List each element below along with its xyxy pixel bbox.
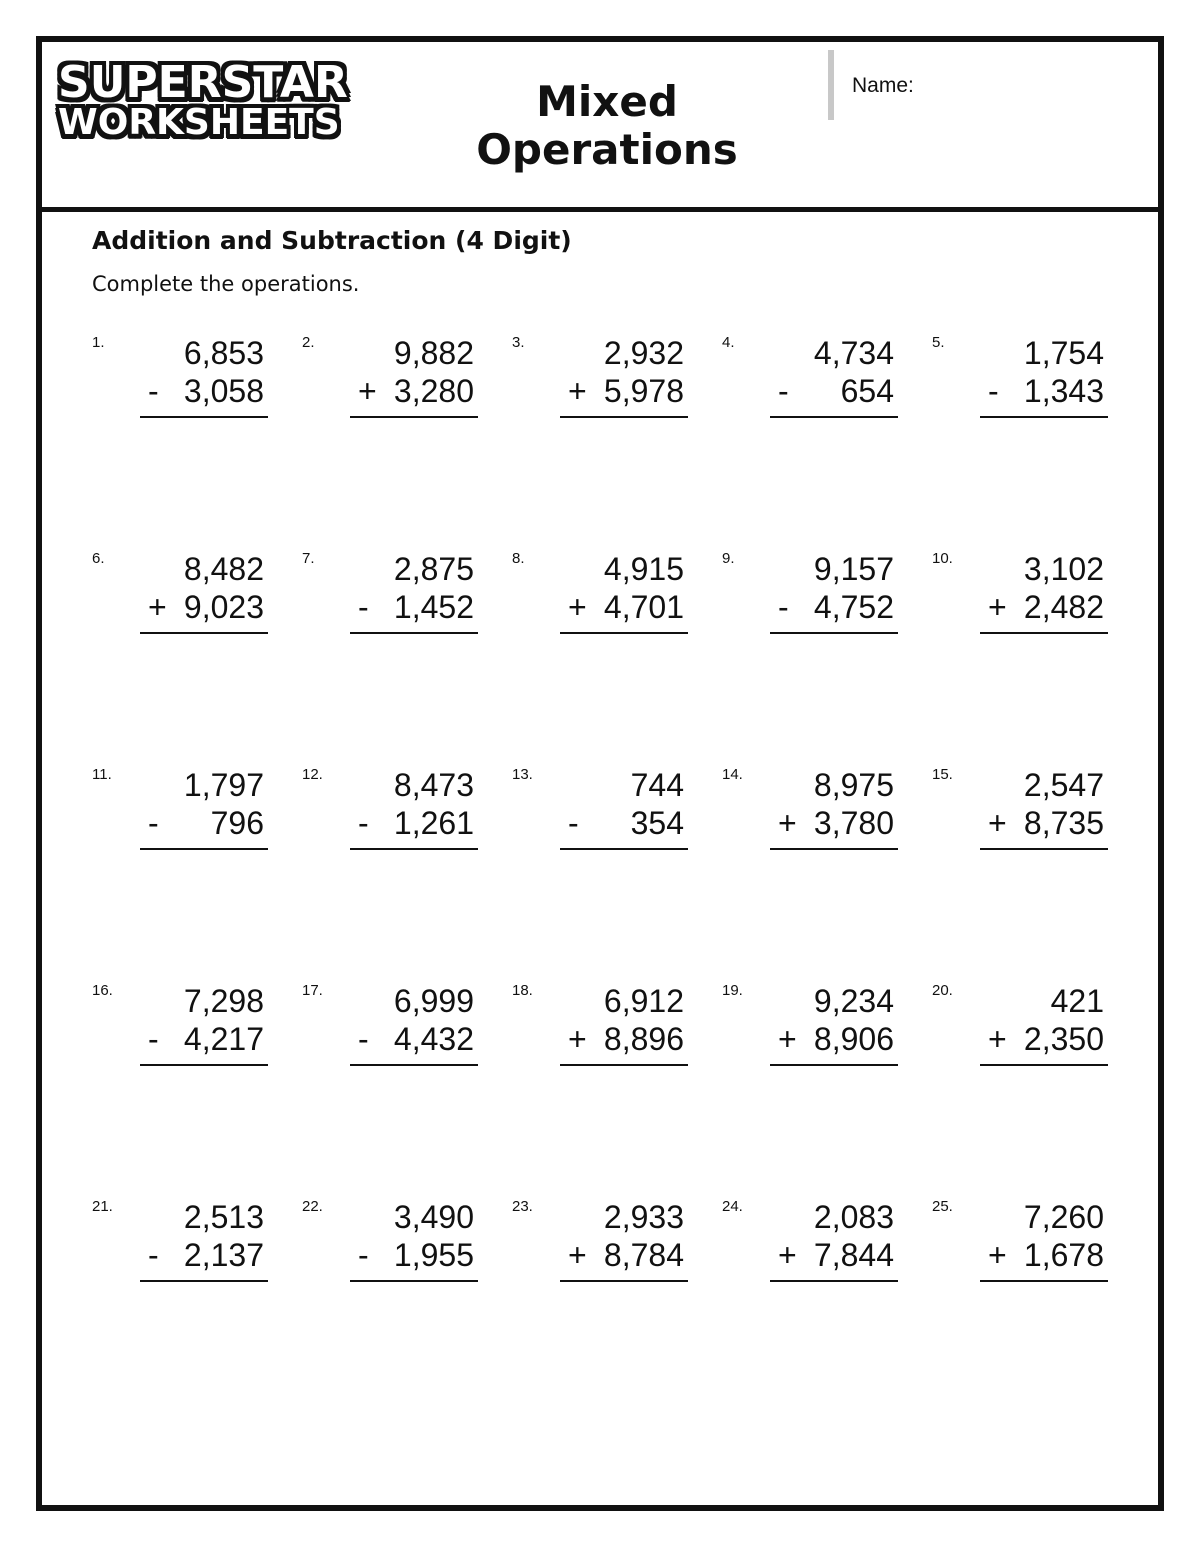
problem-item (92, 550, 264, 640)
problem-operator: + (778, 1237, 797, 1273)
problem-bottom-operand: 2,350 (1023, 1021, 1104, 1057)
problem-item (512, 766, 684, 856)
problem-top-operand: 6,912 (603, 983, 684, 1019)
problem-number: 7. (302, 550, 315, 567)
problem-item (932, 982, 1104, 1072)
section-title: Addition and Subtraction (4 Digit) (92, 226, 572, 255)
problem-item (302, 1198, 474, 1288)
problem-bottom-operand: 3,780 (813, 805, 894, 841)
problem-item (932, 1198, 1104, 1288)
name-divider (828, 50, 834, 120)
answer-line[interactable] (350, 1280, 478, 1282)
problem-item (302, 982, 474, 1072)
problem-item (302, 550, 474, 640)
problem-item (512, 1198, 684, 1288)
problem-number: 9. (722, 550, 735, 567)
problem-operator: - (778, 373, 789, 409)
problem-top-operand: 9,882 (393, 335, 474, 371)
problem-top-operand: 2,547 (1023, 767, 1104, 803)
answer-line[interactable] (980, 848, 1108, 850)
problem-item (92, 1198, 264, 1288)
answer-line[interactable] (980, 416, 1108, 418)
problem-bottom-operand: 2,137 (183, 1237, 264, 1273)
problem-item (722, 766, 894, 856)
problem-number: 10. (932, 550, 953, 567)
problem-number: 24. (722, 1198, 743, 1215)
problem-item (512, 982, 684, 1072)
problem-item (932, 334, 1104, 424)
problem-operator: - (148, 805, 159, 841)
answer-line[interactable] (980, 1280, 1108, 1282)
answer-line[interactable] (770, 1280, 898, 1282)
problem-bottom-operand: 4,217 (183, 1021, 264, 1057)
problem-number: 19. (722, 982, 743, 999)
problem-top-operand: 9,234 (813, 983, 894, 1019)
problem-number: 4. (722, 334, 735, 351)
problem-number: 13. (512, 766, 533, 783)
problem-top-operand: 4,734 (813, 335, 894, 371)
problem-bottom-operand: 1,452 (393, 589, 474, 625)
problem-bottom-operand: 354 (630, 805, 684, 841)
problem-item (92, 982, 264, 1072)
problem-operator: + (778, 805, 797, 841)
answer-line[interactable] (770, 416, 898, 418)
problem-number: 15. (932, 766, 953, 783)
problem-top-operand: 7,298 (183, 983, 264, 1019)
problem-top-operand: 6,853 (183, 335, 264, 371)
problem-bottom-operand: 5,978 (603, 373, 684, 409)
problem-operator: - (148, 373, 159, 409)
answer-line[interactable] (770, 848, 898, 850)
problem-bottom-operand: 3,058 (183, 373, 264, 409)
logo (58, 57, 348, 143)
problem-operator: - (148, 1237, 159, 1273)
answer-line[interactable] (140, 632, 268, 634)
problem-item (512, 550, 684, 640)
problem-number: 1. (92, 334, 105, 351)
problem-top-operand: 1,797 (183, 767, 264, 803)
problem-item (302, 766, 474, 856)
problem-top-operand: 2,513 (183, 1199, 264, 1235)
problem-item (722, 550, 894, 640)
problem-top-operand: 2,875 (393, 551, 474, 587)
problem-top-operand: 8,975 (813, 767, 894, 803)
problem-number: 12. (302, 766, 323, 783)
problem-top-operand: 1,754 (1023, 335, 1104, 371)
problem-operator: + (988, 805, 1007, 841)
problem-number: 23. (512, 1198, 533, 1215)
problem-operator: + (148, 589, 167, 625)
problem-item (302, 334, 474, 424)
name-field-label[interactable]: Name: (852, 74, 914, 97)
instructions: Complete the operations. (92, 272, 360, 296)
problem-operator: - (358, 1237, 369, 1273)
problem-item (722, 1198, 894, 1288)
problem-top-operand: 8,473 (393, 767, 474, 803)
problem-top-operand: 3,102 (1023, 551, 1104, 587)
problem-number: 5. (932, 334, 945, 351)
answer-line[interactable] (560, 1280, 688, 1282)
problem-operator: - (778, 589, 789, 625)
problem-operator: - (988, 373, 999, 409)
worksheet-frame (36, 36, 1164, 1511)
problem-bottom-operand: 9,023 (183, 589, 264, 625)
answer-line[interactable] (140, 848, 268, 850)
problem-operator: + (988, 1021, 1007, 1057)
problem-operator: + (988, 589, 1007, 625)
problem-bottom-operand: 1,955 (393, 1237, 474, 1273)
problem-top-operand: 2,932 (603, 335, 684, 371)
problem-number: 17. (302, 982, 323, 999)
problem-top-operand: 744 (630, 767, 684, 803)
problem-number: 16. (92, 982, 113, 999)
problem-operator: + (988, 1237, 1007, 1273)
logo-line-1: SUPERSTAR (58, 57, 348, 108)
problem-number: 3. (512, 334, 525, 351)
answer-line[interactable] (560, 1064, 688, 1066)
answer-line[interactable] (140, 1280, 268, 1282)
problem-number: 22. (302, 1198, 323, 1215)
problem-item (722, 334, 894, 424)
problem-operator: + (778, 1021, 797, 1057)
problem-top-operand: 7,260 (1023, 1199, 1104, 1235)
title-line-2: Operations (476, 125, 738, 174)
problem-item (92, 334, 264, 424)
problem-bottom-operand: 4,752 (813, 589, 894, 625)
problem-operator: - (358, 589, 369, 625)
problem-operator: + (568, 589, 587, 625)
problem-top-operand: 421 (1050, 983, 1104, 1019)
problem-bottom-operand: 4,432 (393, 1021, 474, 1057)
problem-bottom-operand: 8,896 (603, 1021, 684, 1057)
problem-bottom-operand: 1,678 (1023, 1237, 1104, 1273)
problem-number: 20. (932, 982, 953, 999)
answer-line[interactable] (350, 1064, 478, 1066)
problem-item (932, 550, 1104, 640)
problem-bottom-operand: 4,701 (603, 589, 684, 625)
answer-line[interactable] (980, 632, 1108, 634)
problem-operator: - (148, 1021, 159, 1057)
answer-line[interactable] (350, 848, 478, 850)
answer-line[interactable] (560, 632, 688, 634)
problem-bottom-operand: 8,735 (1023, 805, 1104, 841)
problem-bottom-operand: 7,844 (813, 1237, 894, 1273)
problem-top-operand: 9,157 (813, 551, 894, 587)
problem-operator: - (358, 805, 369, 841)
problem-number: 11. (92, 766, 112, 783)
problem-top-operand: 3,490 (393, 1199, 474, 1235)
answer-line[interactable] (980, 1064, 1108, 1066)
answer-line[interactable] (350, 632, 478, 634)
answer-line[interactable] (770, 1064, 898, 1066)
problem-top-operand: 2,933 (603, 1199, 684, 1235)
problem-number: 14. (722, 766, 743, 783)
problem-top-operand: 2,083 (813, 1199, 894, 1235)
problem-operator: - (568, 805, 579, 841)
problem-bottom-operand: 1,261 (393, 805, 474, 841)
title-line-1: Mixed (536, 77, 678, 126)
answer-line[interactable] (560, 416, 688, 418)
problem-top-operand: 8,482 (183, 551, 264, 587)
problem-bottom-operand: 3,280 (393, 373, 474, 409)
problem-number: 2. (302, 334, 315, 351)
problem-operator: + (358, 373, 377, 409)
worksheet-header (42, 42, 1158, 212)
page-title (462, 78, 752, 174)
problem-top-operand: 6,999 (393, 983, 474, 1019)
answer-line[interactable] (770, 632, 898, 634)
problem-top-operand: 4,915 (603, 551, 684, 587)
problem-number: 18. (512, 982, 533, 999)
answer-line[interactable] (350, 416, 478, 418)
problem-number: 8. (512, 550, 525, 567)
answer-line[interactable] (560, 848, 688, 850)
problem-bottom-operand: 654 (840, 373, 894, 409)
logo-line-2: WORKSHEETS (58, 101, 340, 143)
problem-operator: + (568, 1237, 587, 1273)
problem-item (512, 334, 684, 424)
problem-operator: - (358, 1021, 369, 1057)
problem-item (92, 766, 264, 856)
answer-line[interactable] (140, 416, 268, 418)
answer-line[interactable] (140, 1064, 268, 1066)
problem-item (722, 982, 894, 1072)
problem-number: 6. (92, 550, 105, 567)
problem-bottom-operand: 796 (210, 805, 264, 841)
problem-number: 21. (92, 1198, 113, 1215)
problem-bottom-operand: 8,784 (603, 1237, 684, 1273)
problem-operator: + (568, 373, 587, 409)
problem-operator: + (568, 1021, 587, 1057)
problem-bottom-operand: 8,906 (813, 1021, 894, 1057)
problem-bottom-operand: 1,343 (1023, 373, 1104, 409)
problem-number: 25. (932, 1198, 953, 1215)
problem-item (932, 766, 1104, 856)
problem-bottom-operand: 2,482 (1023, 589, 1104, 625)
